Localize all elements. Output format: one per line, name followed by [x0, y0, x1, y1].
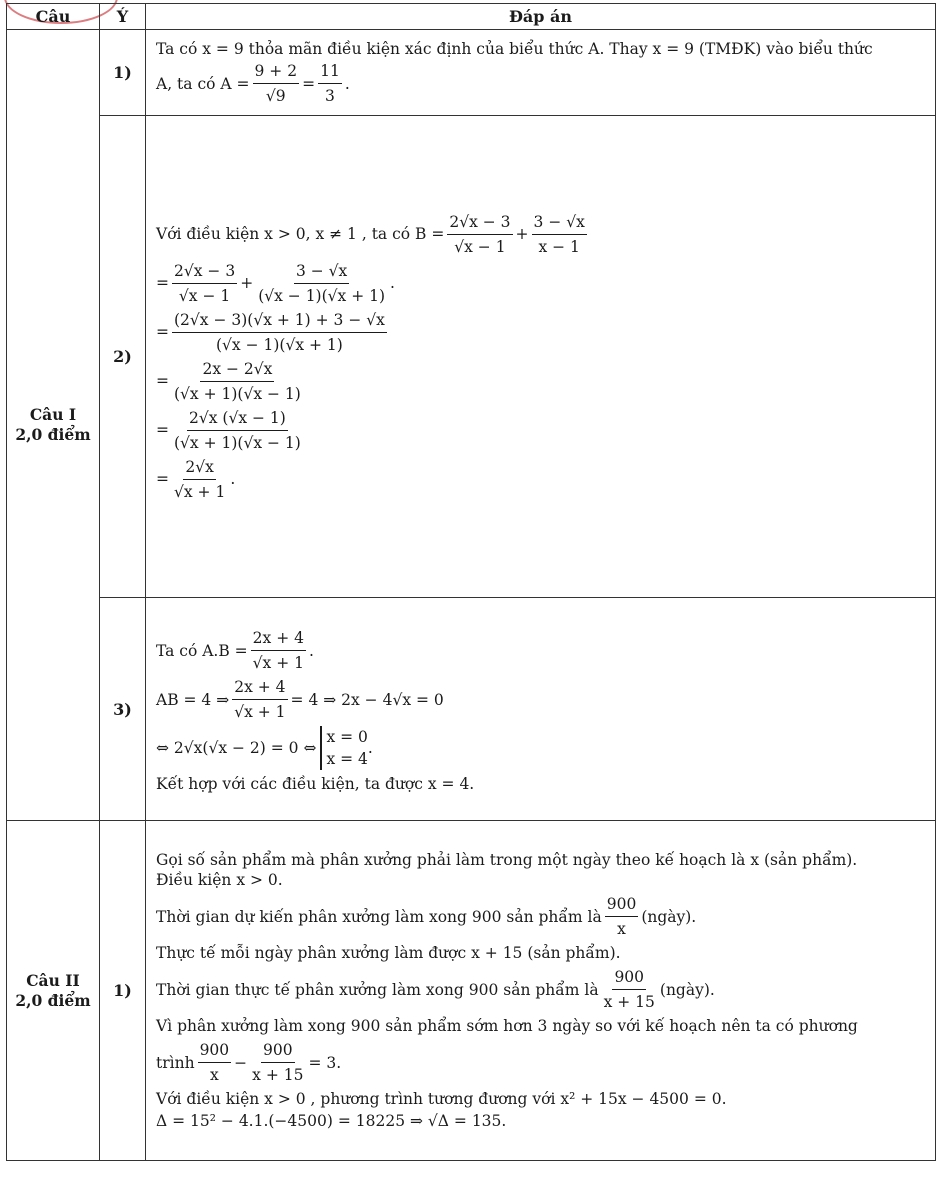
frac-numerator: 2x + 4 [251, 628, 306, 651]
equals-sign: = [156, 421, 169, 439]
step1-frac2 [256, 261, 387, 306]
cau1-part1-answer [146, 30, 936, 116]
cau2-line5-prefix: Thời gian thực tế phân xưởng làm xong 900 sản phẩm là [156, 980, 599, 999]
part3-line1-prefix: Ta có A.B = [156, 641, 248, 660]
cau1-part2-answer [146, 116, 936, 598]
cau2-line8: Với điều kiện x > 0 , phương trình tương đương với x² + 15x − 4500 = 0. [156, 1090, 727, 1108]
case-bracket [320, 726, 367, 770]
cau1-part1-frac1 [253, 61, 300, 106]
frac-denominator: (√x − 1)(√x + 1) [258, 286, 386, 305]
step4-frac [172, 408, 303, 453]
cau2-line3-prefix: Thời gian dự kiến phân xưởng làm xong 900 sản phẩm là [156, 907, 602, 926]
frac-denominator: √x − 1 [178, 286, 231, 305]
step5-frac [172, 457, 227, 502]
frac-numerator: 900 [198, 1040, 232, 1063]
cau2-line2: Điều kiện x > 0. [156, 871, 283, 889]
cau1-label-line1: Câu I [29, 405, 77, 424]
frac-denominator: x − 1 [538, 237, 580, 256]
cau1-part1-row [7, 30, 936, 116]
cau2-line7-suffix: = 3. [308, 1053, 342, 1072]
period: . [344, 74, 350, 93]
plus-sign: + [240, 274, 254, 292]
cau2-line5-suffix: (ngày). [659, 980, 715, 999]
cau2-line3-suffix: (ngày). [641, 907, 697, 926]
frac-denominator: x [617, 920, 626, 938]
cau1-part2-y: 2) [100, 116, 146, 598]
step3-frac [172, 359, 303, 404]
frac-denominator: √x + 1 [234, 703, 286, 721]
cau1-part3-row [7, 598, 936, 821]
frac-numerator: 900 [612, 967, 646, 990]
cau1-part2-intro: Với điều kiện x > 0, x ≠ 1 , ta có B = [156, 225, 445, 243]
frac-numerator: 2√x − 3 [172, 261, 237, 284]
cau1-label [7, 30, 100, 821]
cau2-frac-planned [605, 894, 639, 939]
step2-frac [172, 310, 387, 355]
minus-sign: − [234, 1053, 248, 1072]
header-cau: Câu [7, 4, 100, 30]
equals-sign: = [156, 323, 169, 341]
cau1-part3-y: 3) [100, 598, 146, 821]
cau2-line9: Δ = 15² − 4.1.(−4500) = 18225 ⇒ √Δ = 135. [156, 1112, 507, 1130]
cau1-part3-answer [146, 598, 936, 821]
cau2-part1-answer [146, 821, 936, 1161]
frac-denominator: x + 15 [603, 993, 655, 1011]
frac-denominator: (√x + 1)(√x − 1) [174, 433, 301, 452]
step1-frac1 [172, 261, 237, 306]
cau2-part1-y: 1) [100, 821, 146, 1161]
period: . [390, 274, 395, 292]
cau2-frac-actual [602, 967, 657, 1012]
cau2-line1: Gọi số sản phẩm mà phân xưởng phải làm trong một ngày theo kế hoạch là x (sản phẩm). [156, 851, 858, 869]
cau2-part1-row [7, 821, 936, 1161]
period: . [367, 739, 373, 757]
plus-sign: + [515, 225, 529, 243]
equals-sign: = [302, 74, 316, 93]
frac-numerator: 2√x [183, 457, 215, 480]
cau2-label [7, 821, 100, 1161]
cau2-line7-prefix: trình [156, 1053, 195, 1072]
part3-frac1 [251, 628, 306, 673]
part3-frac2 [232, 677, 287, 722]
header-y: Ý [100, 4, 146, 30]
period: . [309, 641, 314, 660]
answer-table [6, 3, 936, 1161]
frac-denominator: 3 [325, 87, 335, 105]
frac-denominator: x [209, 1066, 219, 1084]
frac-numerator: 2√x (√x − 1) [187, 408, 288, 431]
cau2-line4: Thực tế mỗi ngày phân xưởng làm được x + 15 (sản phẩm). [156, 944, 621, 962]
header-dap-an: Đáp án [146, 4, 936, 30]
header-row [7, 4, 936, 30]
intro-frac1 [447, 212, 512, 257]
equals-sign: = [156, 470, 169, 488]
frac-denominator: x + 15 [252, 1066, 304, 1084]
part3-line3-prefix: ⇔ 2√x(√x − 2) = 0 ⇔ [156, 739, 317, 757]
case-1: x = 0 [326, 728, 368, 746]
frac-denominator: √9 [265, 87, 286, 105]
cau2-label-line2: 2,0 điểm [15, 990, 91, 1010]
frac-denominator: √x + 1 [252, 654, 304, 672]
frac-numerator: 2x + 4 [232, 677, 287, 700]
frac-numerator: 2√x − 3 [447, 212, 512, 235]
cau1-part1-prefix: A, ta có A = [156, 74, 250, 93]
frac-numerator: 3 − √x [294, 261, 349, 284]
part3-line2-prefix: AB = 4 ⇒ [156, 690, 230, 709]
case-2: x = 4 [326, 750, 368, 768]
cau2-eq-frac2 [250, 1040, 305, 1085]
cau2-eq-frac1 [198, 1040, 232, 1085]
part3-line4: Kết hợp với các điều kiện, ta được x = 4. [156, 775, 475, 793]
frac-numerator: 900 [261, 1040, 295, 1063]
period: . [230, 470, 236, 488]
frac-numerator: (2√x − 3)(√x + 1) + 3 − √x [172, 310, 387, 333]
cau1-part1-y: 1) [100, 30, 146, 116]
equals-sign: = [156, 274, 169, 292]
equals-sign: = [156, 372, 169, 390]
frac-denominator: (√x − 1)(√x + 1) [216, 335, 343, 354]
frac-numerator: 900 [605, 894, 639, 917]
cau1-part2-row [7, 116, 936, 598]
cau2-line6: Vì phân xưởng làm xong 900 sản phẩm sớm hơn 3 ngày so với kế hoạch nên ta có phương [156, 1017, 858, 1035]
cau2-label-line1: Câu II [26, 970, 80, 990]
frac-numerator: 9 + 2 [253, 61, 300, 84]
cau1-part1-frac2 [318, 61, 342, 106]
frac-denominator: √x + 1 [174, 482, 226, 501]
intro-frac2 [532, 212, 587, 257]
cau1-part1-line1: Ta có x = 9 thỏa mãn điều kiện xác định của biểu thức A. Thay x = 9 (TMĐK) vào biểu thức [156, 40, 873, 58]
frac-numerator: 11 [318, 61, 342, 84]
frac-numerator: 3 − √x [532, 212, 587, 235]
frac-denominator: √x − 1 [454, 237, 506, 256]
part3-line2-suffix: = 4 ⇒ 2x − 4√x = 0 [290, 690, 444, 709]
frac-numerator: 2x − 2√x [200, 359, 274, 382]
cau1-label-line2: 2,0 điểm [15, 425, 91, 444]
frac-denominator: (√x + 1)(√x − 1) [174, 384, 301, 403]
